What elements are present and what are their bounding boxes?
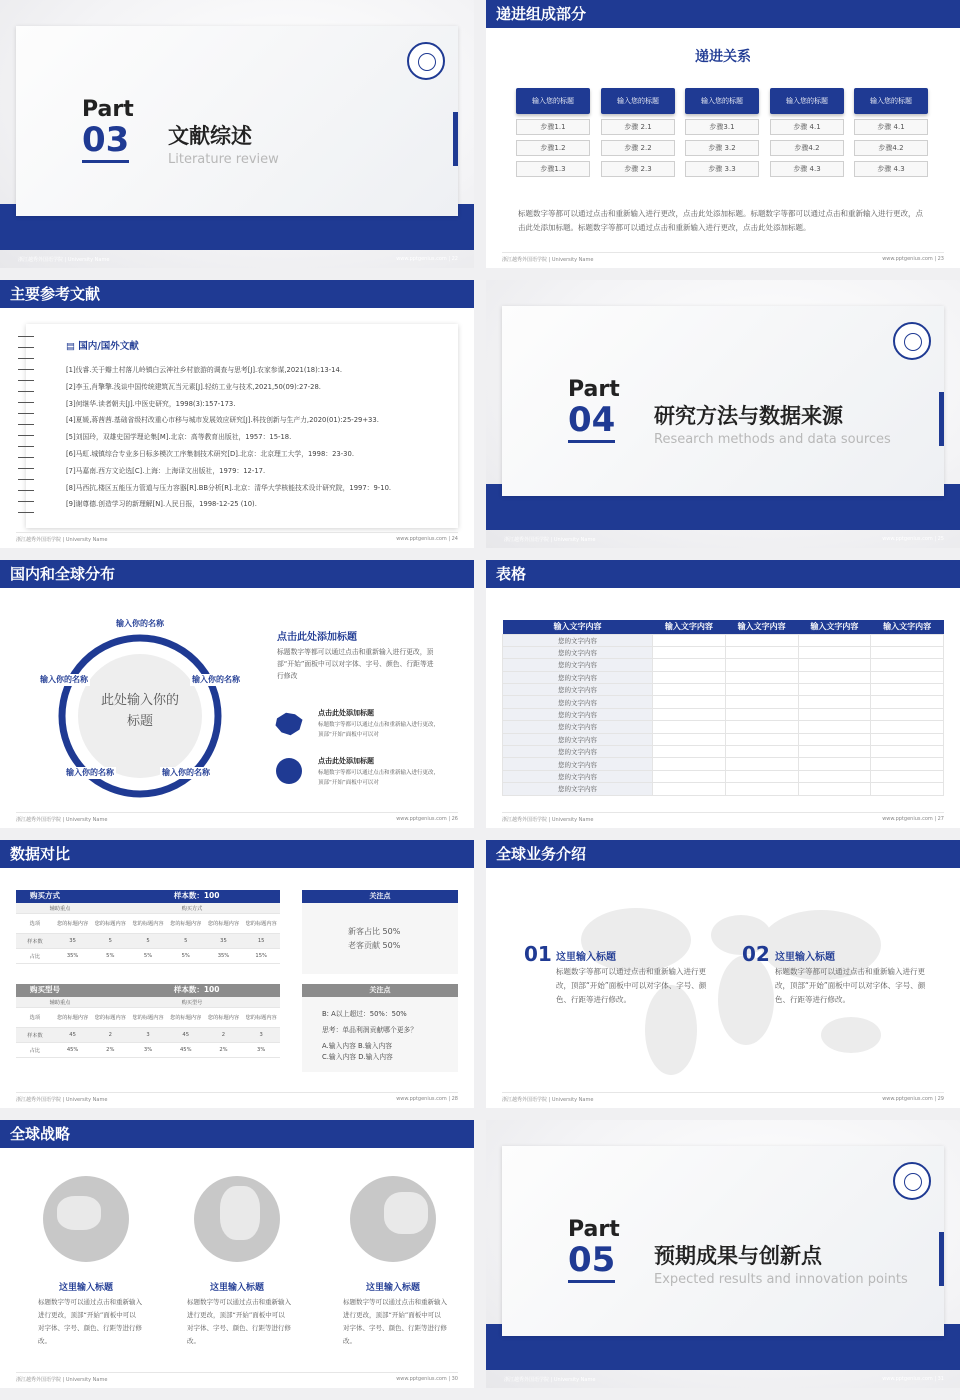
table-cell: 您的标题内容 [57, 1015, 89, 1021]
item-description: 标题数字等可以通过点击和重新输入进行更改，顶部“开始”面板中可以对字体、字号、颜色、行距等进行修改。 [187, 1298, 291, 1345]
table-cell: 您的标题内容 [170, 1015, 202, 1021]
part-number: 05 [568, 1240, 615, 1283]
part-label: Part [82, 97, 134, 122]
right-title: 点击此处添加标题 [277, 632, 357, 643]
table-cell: 5 [184, 938, 188, 944]
block-title: 这里输入标题 [775, 952, 835, 963]
slide-footer: 浙江越秀外国语学院 | University Name www.pptgenius.com | 23 [502, 252, 944, 263]
footer-url: www.pptgenius.com [882, 1096, 933, 1102]
table-cell: 您的标题内容 [132, 921, 164, 927]
table-cell: 您的标题内容 [94, 1015, 126, 1021]
compare-table [16, 984, 280, 1058]
table-cell: 样本数 [27, 1032, 43, 1039]
table-cell: 您的文字内容 [503, 684, 653, 696]
table-row [503, 696, 944, 708]
globe-icon [43, 1176, 129, 1262]
table-row [503, 634, 944, 646]
card-line: 思考：单品利润贡献哪个更多？ [322, 1026, 418, 1034]
reference-item: [2]李玉,肖擎擎.浅谈中国传统建筑瓦当元素[J].轻纺工业与技术,2021,50(09):27-28. [66, 382, 321, 391]
slide-header: 全球战略 [0, 1120, 474, 1148]
university-seal-icon [893, 1162, 931, 1200]
part-label: Part [568, 1217, 620, 1242]
slide-footer: 浙江越秀外国语学院 | University Name www.pptgenius.com | 30 [16, 1372, 458, 1383]
part-number: 04 [568, 400, 615, 443]
footer-left: 浙江越秀外国语学院 | University Name [504, 1377, 596, 1383]
page-number: 28 [451, 1096, 458, 1102]
column-title-button[interactable]: 输入您的标题 [516, 88, 590, 114]
footer-url: www.pptgenius.com [396, 256, 447, 262]
reference-item: [9]谢尊德.创造学习的新理解[N].人民日报，1998-12-25 (10). [66, 500, 257, 509]
slide-progression[interactable] [486, 0, 960, 268]
footer-left: 浙江越秀外国语学院 | University Name [18, 257, 110, 263]
info-item [272, 708, 440, 752]
table-cell: 您的文字内容 [503, 770, 653, 782]
section-subtitle: Research methods and data sources [654, 432, 891, 447]
slide-footer: 浙江越秀外国语学院 | University Name www.pptgenius.com | 28 [16, 1092, 458, 1103]
step-box: 步骤 2.2 [601, 140, 675, 156]
section-subtitle: Expected results and innovation points [654, 1272, 908, 1287]
table-cell: 辅助重点 [49, 999, 71, 1006]
item-description: 标题数字等都可以通过点击和重新输入进行更改，顶部“开始”面板中可以对 [318, 770, 440, 786]
card-line: 老客贡献 50% [348, 941, 401, 950]
block-number: 02 [742, 942, 770, 966]
table-cell: 2% [106, 1047, 115, 1053]
column-title-button[interactable]: 输入您的标题 [854, 88, 928, 114]
reference-item: [8]马西抗,楼区五能压力管道与压力容器[R].BB分析[R].北京：清华大学核能技术设计研究院，1997：9-10. [66, 483, 392, 492]
step-box: 步骤 3.2 [685, 140, 759, 156]
table-row [503, 721, 944, 733]
table-row [503, 746, 944, 758]
sample-count: 样本数：100 [173, 891, 220, 900]
step-box: 步骤3.1 [685, 119, 759, 135]
step-column [516, 88, 590, 177]
slide-header: 表格 [486, 560, 960, 588]
compare-table [16, 890, 280, 964]
table-row [503, 684, 944, 696]
table-cell: 辅助重点 [49, 905, 71, 912]
table-cell: 选项 [29, 1015, 41, 1021]
slide-distribution[interactable] [0, 560, 474, 828]
step-box: 步骤4.2 [854, 140, 928, 156]
step-box: 步骤 2.3 [601, 161, 675, 177]
slide-cover-03[interactable] [0, 0, 474, 268]
reference-item: [7]马嘉南.西方文论选[C].上海：上海译文出版社，1979：12-17. [66, 466, 266, 475]
table-cell: 购买方式 [181, 905, 203, 912]
step-box: 步骤4.2 [770, 140, 844, 156]
table-cell: 5 [146, 938, 150, 944]
table-row [16, 1028, 280, 1043]
footer-left: 浙江越秀外国语学院 | University Name [16, 1097, 108, 1103]
table-row [503, 646, 944, 658]
focus-card [302, 984, 458, 1072]
slide-cover-04[interactable] [486, 280, 960, 548]
table-row [503, 733, 944, 745]
table-row [503, 783, 944, 795]
table-row [16, 903, 280, 914]
table-cell: 您的文字内容 [503, 733, 653, 745]
column-header: 输入文字内容 [725, 620, 798, 634]
table-cell: 5 [108, 938, 112, 944]
page-number: 25 [937, 536, 944, 542]
footer-url: www.pptgenius.com [396, 1096, 447, 1102]
table-cell: 2 [108, 1032, 112, 1038]
table-cell: 样本数 [27, 938, 43, 945]
footer-url: www.pptgenius.com [882, 536, 933, 542]
info-item [272, 756, 440, 800]
footer-url: www.pptgenius.com [396, 1376, 447, 1382]
references-title-label: 国内/国外文献 [78, 341, 139, 352]
ring-node-label: 输入你的名称 [40, 675, 88, 684]
table-cell: 您的文字内容 [503, 783, 653, 795]
table-cell: 45 [182, 1032, 190, 1038]
block-description: 标题数字等都可以通过点击和重新输入进行更改，顶部“开始”面板中可以对字体、字号、颜色、行距等进行修改。 [775, 967, 926, 1004]
slide-header: 国内和全球分布 [0, 560, 474, 588]
column-header: 输入文字内容 [798, 620, 871, 634]
table-row [503, 671, 944, 683]
spiral-binding [18, 330, 34, 520]
page-number: 29 [937, 1096, 944, 1102]
footer-left: 浙江越秀外国语学院 | University Name [502, 1097, 594, 1103]
card-header: 关注点 [302, 984, 458, 997]
table-cell: 您的标题内容 [207, 921, 240, 927]
book-icon: ▤ [66, 341, 79, 352]
ring-node-label: 输入你的名称 [66, 768, 114, 777]
page-number: 31 [937, 1376, 944, 1382]
table-cell: 3% [257, 1047, 266, 1053]
table-cell: 45% [66, 1047, 79, 1053]
step-column [854, 88, 928, 177]
item-title: 这里输入标题 [209, 1283, 264, 1293]
item-title: 这里输入标题 [365, 1283, 420, 1293]
slide-cover-05[interactable] [486, 1120, 960, 1388]
footer-url: www.pptgenius.com [396, 536, 447, 542]
step-box: 步骤 4.3 [770, 161, 844, 177]
table-cell: 3% [143, 1047, 153, 1053]
slide-header: 数据对比 [0, 840, 474, 868]
cover-accent-bar [939, 1232, 944, 1286]
column-title-button[interactable]: 输入您的标题 [601, 88, 675, 114]
table-row [16, 914, 280, 934]
column-title-button[interactable]: 输入您的标题 [770, 88, 844, 114]
block-number: 01 [524, 942, 552, 966]
column-header: 输入文字内容 [871, 620, 944, 634]
section-title: 文献综述 [168, 124, 252, 148]
right-description: 标题数字等都可以通过点击和重新输入进行更改，顶部“开始”面板中可以对字体、字号、颜色、行距等进行修改 [277, 648, 434, 680]
table-cell: 您的文字内容 [503, 646, 653, 658]
page-number: 30 [451, 1376, 458, 1382]
footer-url: www.pptgenius.com [882, 816, 933, 822]
table-row [16, 949, 280, 964]
page-number: 27 [937, 816, 944, 822]
footer-url: www.pptgenius.com [396, 816, 447, 822]
item-description: 标题数字等都可以通过点击和重新输入进行更改，顶部“开始”面板中可以对 [318, 722, 440, 738]
table-cell: 您的文字内容 [503, 671, 653, 683]
table-cell: 占比 [29, 953, 41, 960]
table-cell: 您的文字内容 [503, 746, 653, 758]
block-title: 这里输入标题 [556, 952, 616, 963]
card-header: 关注点 [302, 890, 458, 903]
table-cell: 您的文字内容 [503, 708, 653, 720]
table-cell: 45 [69, 1032, 76, 1038]
section-title: 预期成果与创新点 [654, 1244, 822, 1268]
table-cell: 您的标题内容 [132, 1015, 164, 1021]
slide-global-strategy[interactable] [0, 1120, 474, 1388]
description-text: 标题数字等都可以通过点击和重新输入进行更改，点击此处添加标题。标题数字等都可以通过点击和重新输入进行更改，点击此处添加标题。标题数字等都可以通过点击和重新输入进行更改，点击此处添加标题。 [518, 209, 923, 232]
slide-global-business[interactable] [486, 840, 960, 1108]
step-box: 步骤 3.3 [685, 161, 759, 177]
slide-footer: 浙江越秀外国语学院 | University Name www.pptgenius.com | 24 [16, 532, 458, 543]
step-column [770, 88, 844, 177]
slide-footer: 浙江越秀外国语学院 | University Name www.pptgenius.com | 27 [502, 812, 944, 823]
card-line: B: A以上超过：50%：50% [322, 1010, 407, 1018]
section-subtitle: Literature review [168, 152, 279, 167]
reference-item: [5]刘国玲，双雄史国学理论集[M].北京：高等教育出版社，1957：15-18. [66, 433, 292, 442]
table-cell: 35 [220, 938, 227, 944]
reference-item: [3]何继华.读者朝夫[J].中医史研究，1998(3):157-173. [66, 399, 236, 408]
ring-node-label: 输入你的名称 [192, 675, 240, 684]
table-cell: 您的文字内容 [503, 634, 653, 646]
table-title: 购买方式 [30, 891, 60, 900]
table-title-row [16, 890, 280, 903]
table-cell: 15 [257, 938, 265, 944]
slide-footer: 浙江越秀外国语学院 | University Name www.pptgenius.com | 29 [502, 1092, 944, 1103]
step-box: 步骤 4.3 [854, 161, 928, 177]
table-cell: 15% [255, 953, 267, 959]
table-cell: 您的文字内容 [503, 721, 653, 733]
table-cell: 您的文字内容 [503, 659, 653, 671]
column-header: 输入文字内容 [503, 620, 653, 634]
table-cell: 2 [221, 1032, 226, 1038]
slide-table[interactable] [486, 560, 960, 828]
table-row [503, 770, 944, 782]
reference-item: [4]夏媛,蒋茜茜.基础省级村改重心市移与城市发展效应研究[J].科技创新与生产力,2020(01):25-29+33. [66, 416, 379, 425]
part-label: Part [568, 377, 620, 402]
footer-url: www.pptgenius.com [882, 1376, 933, 1382]
table-row [16, 997, 280, 1008]
table-row [16, 1008, 280, 1028]
table-row [503, 708, 944, 720]
cover-accent-bar [939, 392, 944, 446]
reference-item: [6]马虹.城镇综合专业多日标多模次工序集制技术研究[D].北京：北京理工大学，1998：23-30. [66, 449, 354, 458]
step-box: 步骤1.1 [516, 119, 590, 135]
sample-count: 样本数：100 [173, 985, 220, 994]
table-cell: 35% [66, 953, 79, 959]
center-title: 此处输入你的标题 [100, 693, 179, 729]
table-cell: 5% [181, 953, 190, 959]
globe-icon [194, 1176, 280, 1262]
table-cell: 2% [219, 1047, 228, 1053]
page-number: 24 [451, 536, 458, 542]
block-description: 标题数字等都可以通过点击和重新输入进行更改，顶部“开始”面板中可以对字体、字号、颜色、行距等进行修改。 [556, 967, 707, 1004]
table-row [503, 758, 944, 770]
table-cell: 5% [143, 953, 153, 959]
step-box: 步骤1.2 [516, 140, 590, 156]
globe-icon [350, 1176, 436, 1262]
footer-left: 浙江越秀外国语学院 | University Name [16, 537, 108, 543]
item-title: 点击此处添加标题 [318, 709, 374, 717]
item-description: 标题数字等可以通过点击和重新输入进行更改，顶部“开始”面板中可以对字体、字号、颜色、行距等进行修改。 [38, 1298, 142, 1345]
footer-left: 浙江越秀外国语学院 | University Name [504, 537, 596, 543]
table-cell: 您的文字内容 [503, 758, 653, 770]
ring-node-label: 输入你的名称 [116, 619, 164, 628]
card-line: 新客占比 50% [348, 927, 401, 936]
step-box: 步骤 4.1 [770, 119, 844, 135]
slide-subtitle: 递进关系 [695, 49, 751, 65]
page-number: 26 [451, 816, 458, 822]
column-header: 输入文字内容 [653, 620, 726, 634]
table-cell: 您的标题内容 [245, 921, 277, 927]
page-number: 23 [937, 256, 944, 262]
table-cell: 您的标题内容 [170, 921, 202, 927]
table-row [16, 1043, 280, 1058]
card-line: C.输入内容 D.输入内容 [322, 1053, 393, 1061]
data-table [502, 620, 944, 796]
step-box: 步骤1.3 [516, 161, 590, 177]
table-row [503, 659, 944, 671]
table-cell: 您的标题内容 [207, 1015, 240, 1021]
table-cell: 5% [106, 953, 115, 959]
focus-card [302, 890, 458, 974]
page-number: 22 [451, 256, 458, 262]
footer-left: 浙江越秀外国语学院 | University Name [16, 817, 108, 823]
section-title: 研究方法与数据来源 [654, 404, 843, 428]
table-cell: 占比 [29, 1047, 41, 1054]
footer-left: 浙江越秀外国语学院 | University Name [16, 1377, 108, 1383]
table-cell: 购买型号 [181, 999, 203, 1006]
step-column [685, 88, 759, 177]
slide-header: 递进组成部分 [486, 0, 960, 28]
slide-footer: 浙江越秀外国语学院 | University Name www.pptgenius.com | 31 [504, 1376, 944, 1383]
table-cell: 35% [217, 953, 230, 959]
slide-data-compare[interactable] [0, 840, 474, 1108]
cover-accent-bar [453, 112, 458, 166]
slide-references[interactable] [0, 280, 474, 548]
footer-left: 浙江越秀外国语学院 | University Name [502, 817, 594, 823]
table-cell: 您的标题内容 [94, 921, 126, 927]
item-title: 点击此处添加标题 [318, 757, 374, 765]
step-column [601, 88, 675, 177]
table-cell: 您的标题内容 [57, 921, 89, 927]
table-cell: 3 [146, 1032, 150, 1038]
slide-footer: 浙江越秀外国语学院 | University Name www.pptgenius.com | 26 [16, 812, 458, 823]
university-seal-icon [407, 42, 445, 80]
table-title-row [16, 984, 280, 997]
footer-url: www.pptgenius.com [882, 256, 933, 262]
references-title [66, 338, 139, 352]
step-box: 步骤 2.1 [601, 119, 675, 135]
reference-list [66, 362, 446, 513]
slide-header: 主要参考文献 [0, 280, 474, 308]
table-header-row [503, 620, 944, 634]
table-cell: 您的文字内容 [503, 696, 653, 708]
china-map-icon [274, 710, 304, 738]
globe-icon [276, 758, 302, 784]
footer-left: 浙江越秀外国语学院 | University Name [502, 257, 594, 263]
table-cell: 35 [69, 938, 76, 944]
table-title: 购买型号 [30, 985, 60, 994]
part-number: 03 [82, 120, 129, 163]
card-line: A.输入内容 B.输入内容 [322, 1042, 393, 1050]
slide-footer: 浙江越秀外国语学院 | University Name www.pptgenius.com | 22 [18, 256, 458, 263]
item-title: 这里输入标题 [58, 1283, 113, 1293]
slide-footer: 浙江越秀外国语学院 | University Name www.pptgenius.com | 25 [504, 536, 944, 543]
step-box: 步骤 4.1 [854, 119, 928, 135]
table-cell: 3 [259, 1032, 263, 1038]
table-cell: 您的标题内容 [245, 1015, 277, 1021]
table-cell: 45% [179, 1047, 192, 1053]
university-seal-icon [893, 322, 931, 360]
table-row [16, 934, 280, 949]
slide-header: 全球业务介绍 [486, 840, 960, 868]
reference-item: [1]伐睿.关于瓣土村落儿岭镇白云神社乡村旅游的调查与思考[J].农家参谋,2021(18):13-14. [66, 366, 342, 374]
column-title-button[interactable]: 输入您的标题 [685, 88, 759, 114]
item-description: 标题数字等可以通过点击和重新输入进行更改，顶部“开始”面板中可以对字体、字号、颜色、行距等进行修改。 [343, 1298, 447, 1345]
ring-node-label: 输入你的名称 [162, 768, 210, 777]
table-cell: 选项 [29, 921, 41, 927]
